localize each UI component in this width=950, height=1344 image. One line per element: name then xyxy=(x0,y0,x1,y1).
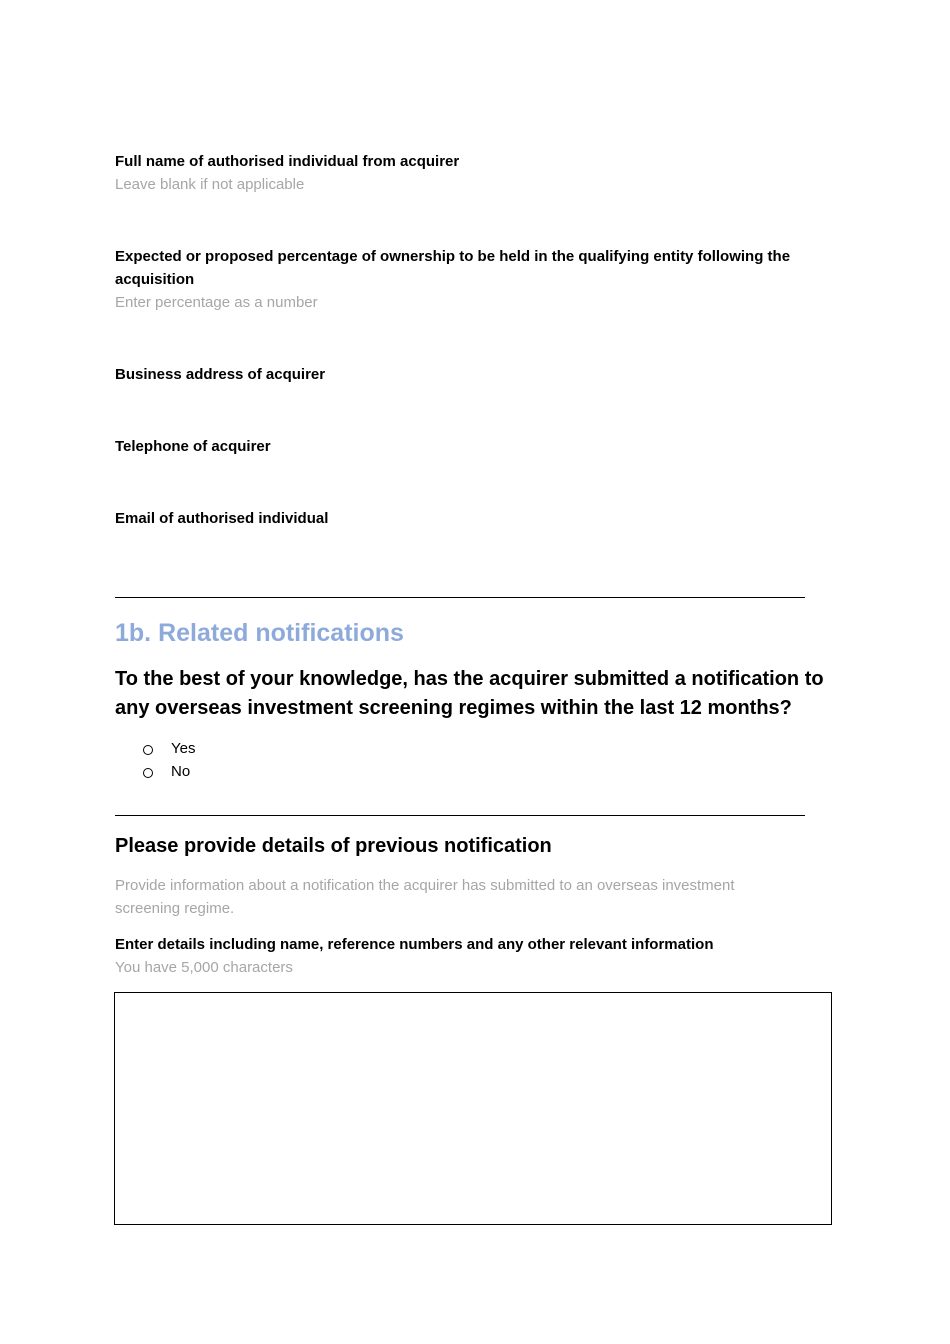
field-label-business-address: Business address of acquirer xyxy=(115,366,326,383)
field-hint-ownership-percentage: Enter percentage as a number xyxy=(115,294,318,311)
radio-option-yes[interactable] xyxy=(143,737,195,760)
field-label-telephone: Telephone of acquirer xyxy=(115,438,271,455)
radio-option-label: No xyxy=(171,763,191,780)
field-hint-authorised-individual-name: Leave blank if not applicable xyxy=(115,176,305,193)
notification-question: To the best of your knowledge, has the acquirer submitted a notification to any overseas investment screening regimes within the last 12 months? xyxy=(115,668,824,719)
details-heading: Please provide details of previous notification xyxy=(115,835,552,857)
details-intro-line2: screening regime. xyxy=(115,900,235,917)
details-intro-line1: Provide information about a notification the acquirer has submitted to an overseas investment xyxy=(115,877,735,894)
section-divider xyxy=(115,815,805,816)
field-label-email: Email of authorised individual xyxy=(115,510,329,527)
details-textarea[interactable] xyxy=(114,992,832,1225)
radio-option-label: Yes xyxy=(171,740,196,757)
radio-option-no[interactable] xyxy=(143,760,190,783)
section-title: 1b. Related notifications xyxy=(115,619,404,647)
details-field-label: Enter details including name, reference numbers and any other relevant information xyxy=(115,936,714,953)
field-label-ownership-percentage-line2: acquisition xyxy=(115,271,195,288)
section-divider xyxy=(115,597,805,598)
radio-circle-icon[interactable] xyxy=(143,768,153,778)
field-label-authorised-individual-name: Full name of authorised individual from acquirer xyxy=(115,153,460,170)
radio-circle-icon[interactable] xyxy=(143,745,153,755)
field-label-ownership-percentage-line1: Expected or proposed percentage of ownership to be held in the qualifying entity following the xyxy=(115,248,791,265)
details-char-limit: You have 5,000 characters xyxy=(115,959,293,976)
